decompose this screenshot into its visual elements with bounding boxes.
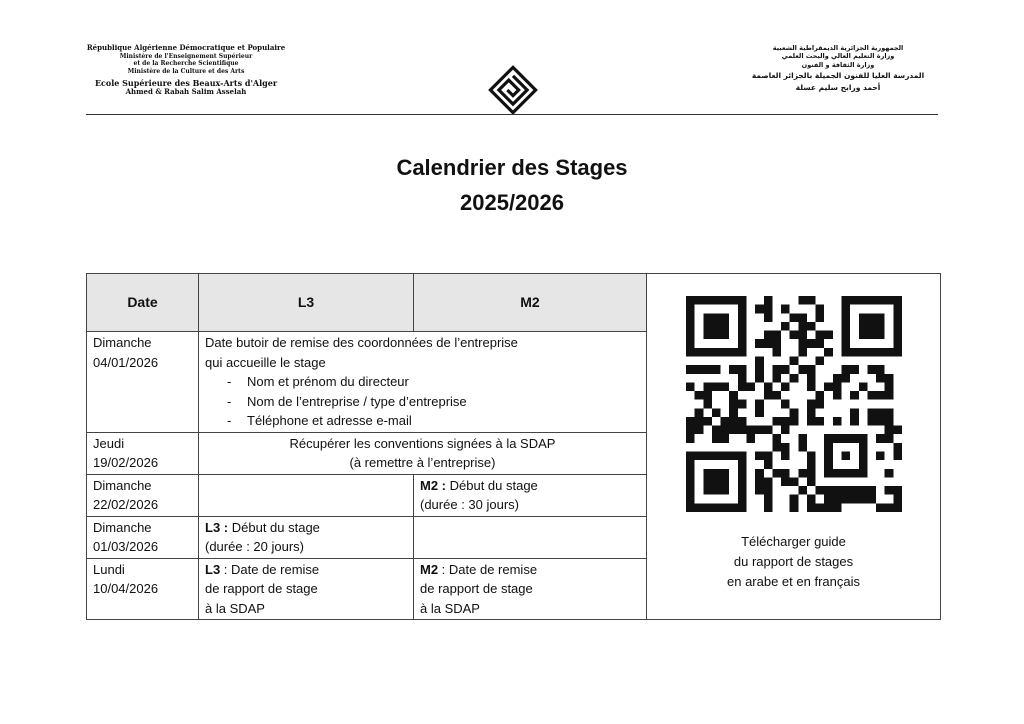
row5-date-value: 10/04/2026 [93, 581, 159, 596]
header-divider [86, 114, 938, 115]
row5-m2-label: M2 [420, 561, 439, 577]
header-ar-republic: الجمهورية الجزائرية الديمقراطية الشعبية [772, 44, 904, 52]
header-school-name: Ecole Supérieure des Beaux-Arts d'Alger [94, 78, 278, 89]
row5-date [87, 558, 199, 620]
row2-content [199, 432, 647, 474]
schedule-table [86, 273, 941, 620]
row5-l3 [199, 558, 414, 620]
row5-l3-text2: de rapport de stage [205, 581, 318, 596]
row3-m2-label: M2 : [420, 477, 446, 493]
row5-m2-text1: : Date de remise [438, 561, 538, 577]
row5-m2-text3: à la SDAP [420, 600, 480, 616]
header-date: Date [87, 274, 199, 332]
row5-l3-text3: à la SDAP [205, 600, 265, 616]
row5-day: Lundi [93, 561, 125, 577]
qr-caption-line2: du rapport de stages [733, 554, 854, 569]
row2-day: Jeudi [93, 435, 125, 451]
row4-l3-text: Début du stage [228, 519, 320, 535]
row4-m2 [414, 516, 647, 558]
header-left [86, 44, 286, 97]
header-l3: L3 [199, 274, 414, 332]
row4-day: Dimanche [93, 519, 152, 535]
row3-day: Dimanche [93, 477, 152, 493]
row3-m2 [414, 474, 647, 516]
table-header-row [87, 274, 941, 332]
header-ar-ministry-higher-ed: وزارة التعليم العالي والبحث العلمي [781, 52, 895, 61]
row5-m2-text2: de rapport de stage [420, 581, 533, 596]
header-ministry-research: et de la Recherche Scientifique [133, 60, 239, 68]
qr-code[interactable] [686, 296, 902, 512]
header-ar-school-name: المدرسة العليا للفنون الجميلة بالجزائر العاصمة [751, 71, 925, 81]
row2-date-value: 19/02/2026 [93, 455, 159, 470]
row4-l3 [199, 516, 414, 558]
row5-m2 [414, 558, 647, 620]
row4-l3-label: L3 : [205, 519, 229, 535]
qr-caption-line3: en arabe et en français [727, 574, 860, 589]
list-item: - Téléphone et adresse e-mail [227, 411, 640, 431]
row1-text1: Date butoir de remise des coordonnées de l’entreprise [205, 335, 518, 350]
header-ministry-culture: Ministère de la Culture et des Arts [127, 67, 245, 75]
header-republic: République Algérienne Démocratique et Populaire [86, 43, 286, 52]
row3-date-value: 22/02/2026 [93, 497, 159, 512]
row3-l3 [199, 474, 414, 516]
qr-caption [653, 532, 934, 592]
header-m2: M2 [414, 274, 647, 332]
row5-l3-label: L3 [205, 561, 221, 577]
row1-text2: qui accueille le stage [205, 354, 326, 370]
header-ar-ministry-culture: وزارة الثقافة و الفنون [801, 60, 875, 69]
row4-date-value: 01/03/2026 [93, 539, 159, 554]
row1-day: Dimanche [93, 335, 152, 350]
row1-date-value: 04/01/2026 [93, 354, 159, 370]
school-logo [487, 64, 539, 116]
row3-m2-text: Début du stage [446, 477, 538, 493]
page-year: 2025/2026 [460, 190, 564, 215]
row1-requirements [205, 372, 640, 431]
row1-content [199, 332, 647, 433]
header-ministry-higher-ed: Ministère de l'Enseignement Supérieur [119, 52, 253, 60]
row5-l3-text1: : Date de remise [220, 561, 320, 577]
qr-caption-line1: Télécharger guide [741, 534, 846, 549]
row2-date [87, 432, 199, 474]
row4-l3-duration: (durée : 20 jours) [205, 539, 304, 554]
list-item: - Nom de l’entreprise / type d’entreprise [227, 392, 640, 412]
list-item: - Nom et prénom du directeur [227, 372, 640, 392]
row2-text2: (à remettre à l’entreprise) [349, 455, 496, 470]
row3-m2-duration: (durée : 30 jours) [420, 497, 519, 512]
row3-date [87, 474, 199, 516]
row4-date [87, 516, 199, 558]
header-school-founders: Ahmed & Rabah Salim Asselah [125, 87, 247, 97]
page-title: Calendrier des Stages [396, 155, 628, 180]
qr-cell [647, 274, 941, 620]
header-right [738, 44, 938, 93]
row1-date [87, 332, 199, 433]
row2-text1: Récupérer les conventions signées à la SDAP [289, 435, 556, 451]
header-ar-school-founders: أحمد ورابح سليم عسلة [795, 83, 881, 93]
